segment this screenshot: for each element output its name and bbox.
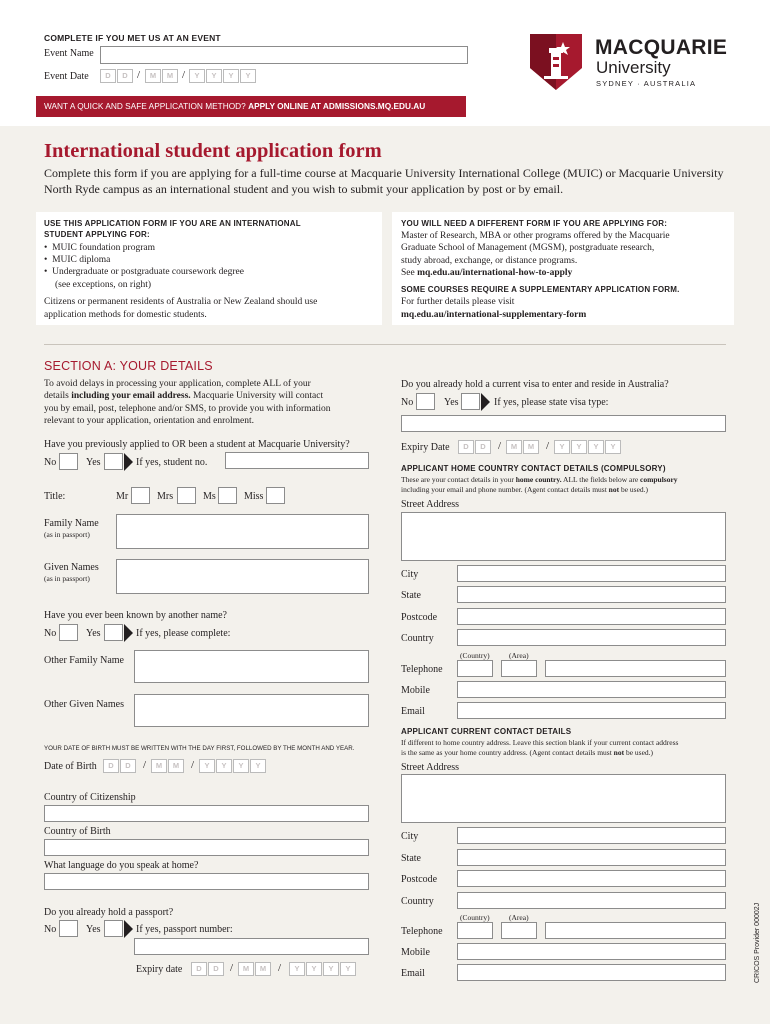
home-street-label: Street Address (401, 499, 460, 510)
right-info-text: Master of Research, MBA or other programs offered by the Macquarie Graduate School of Management (MGSM), postgraduate research, study abroad, exchange, or distance programs. See mq.edu.au/international-how-to-apply (401, 231, 670, 278)
other-name-if-label: If yes, please complete: (136, 628, 231, 639)
visa-expiry-label: Expiry Date (401, 442, 450, 453)
date-year-box[interactable]: Y (240, 69, 256, 83)
left-info-note: Citizens or permanent residents of Australia or New Zealand should use application methods for domestic students. (44, 297, 318, 320)
home-contact-heading: APPLICANT HOME COUNTRY CONTACT DETAILS (COMPULSORY) (401, 464, 666, 473)
list-item: • MUIC foundation program (44, 243, 155, 253)
other-family-name-label: Other Family Name (44, 655, 124, 666)
language-field[interactable] (44, 873, 369, 890)
date-year-box[interactable]: Y (289, 962, 305, 976)
arrow-right-icon (124, 453, 133, 471)
passport-expiry-label: Expiry date (136, 964, 183, 975)
date-separator: / (278, 962, 282, 974)
current-street-label: Street Address (401, 762, 460, 773)
student-no-label: If yes, student no. (136, 457, 208, 468)
visa-question: Do you already hold a current visa to enter and reside in Australia? (401, 379, 669, 390)
event-heading: COMPLETE IF YOU MET US AT AN EVENT (44, 33, 221, 43)
no-label: No (44, 924, 57, 935)
current-phone-country-code[interactable] (457, 922, 493, 939)
no-label: No (44, 457, 57, 468)
current-state-field[interactable] (457, 849, 726, 866)
left-info-heading-2: STUDENT APPLYING FOR: (44, 230, 150, 239)
other-given-names-label: Other Given Names (44, 699, 124, 710)
home-postcode-label: Postcode (401, 612, 438, 623)
date-year-box[interactable]: Y (199, 759, 215, 773)
date-day-box[interactable]: D (191, 962, 207, 976)
current-country-field[interactable] (457, 892, 726, 909)
home-email-field[interactable] (457, 702, 726, 719)
date-year-box[interactable]: Y (306, 962, 322, 976)
date-year-box[interactable]: Y (206, 69, 222, 83)
date-day-box[interactable]: D (120, 759, 136, 773)
date-separator: / (498, 440, 502, 452)
country-code-hint: (Country) (460, 651, 490, 660)
current-mobile-label: Mobile (401, 947, 430, 958)
visa-type-field[interactable] (401, 415, 726, 432)
home-telephone-label: Telephone (401, 664, 443, 675)
date-day-box[interactable]: D (208, 962, 224, 976)
previous-no-checkbox[interactable] (59, 453, 78, 470)
arrow-right-icon (124, 920, 133, 938)
citizenship-field[interactable] (44, 805, 369, 822)
date-day-box[interactable]: D (100, 69, 116, 83)
left-info-list (44, 242, 244, 291)
passport-number-field[interactable] (134, 938, 369, 955)
previous-student-question: Have you previously applied to OR been a student at Macquarie University? (44, 439, 350, 450)
other-name-yes-checkbox[interactable] (104, 624, 123, 641)
language-label: What language do you speak at home? (44, 860, 199, 871)
date-year-box[interactable]: Y (340, 962, 356, 976)
home-country-label: Country (401, 633, 434, 644)
date-separator: / (230, 962, 234, 974)
dob-label: Date of Birth (44, 761, 97, 772)
current-phone-number[interactable] (545, 922, 726, 939)
date-month-box[interactable]: M (151, 759, 167, 773)
date-year-box[interactable]: Y (588, 440, 604, 454)
banner-text: WANT A QUICK AND SAFE APPLICATION METHOD? (44, 101, 249, 111)
home-phone-country-code[interactable] (457, 660, 493, 677)
current-contact-note: If different to home country address. Leave this section blank if your current contact address is the same as your home country address. (Agent contact details must not be used.) (401, 738, 679, 757)
other-given-names-field[interactable] (134, 694, 369, 727)
date-year-box[interactable]: Y (323, 962, 339, 976)
event-date-label: Event Date (44, 71, 89, 82)
brand-name: MACQUARIE (595, 36, 728, 59)
current-email-label: Email (401, 968, 425, 979)
home-state-label: State (401, 590, 421, 601)
country-code-hint: (Country) (460, 913, 490, 922)
title-label: Title: (44, 491, 66, 502)
section-a-intro: To avoid delays in processing your application, complete ALL of your details including your email address. Macquarie University will contact you by email, post, telephone and/or SMS, to provide you with information relevant to your application, orientation and enrolment. (44, 379, 331, 427)
current-postcode-field[interactable] (457, 870, 726, 887)
passport-number-label: If yes, passport number: (136, 924, 233, 935)
date-separator: / (191, 759, 195, 771)
home-postcode-field[interactable] (457, 608, 726, 625)
date-year-box[interactable]: Y (233, 759, 249, 773)
current-city-field[interactable] (457, 827, 726, 844)
home-street-field[interactable] (401, 512, 726, 561)
event-name-field[interactable] (100, 46, 468, 64)
home-city-label: City (401, 569, 419, 580)
macquarie-crest-icon (530, 34, 582, 90)
right-info-further: For further details please visit mq.edu.au/international-supplementary-form (401, 297, 587, 320)
date-separator: / (137, 69, 141, 81)
yes-label: Yes (86, 457, 101, 468)
current-telephone-label: Telephone (401, 926, 443, 937)
given-names-field[interactable] (116, 559, 369, 594)
arrow-right-icon (481, 393, 490, 411)
title-miss-checkbox[interactable] (266, 487, 285, 504)
title-mr-label: Mr (116, 491, 129, 502)
current-email-field[interactable] (457, 964, 726, 981)
passport-hint: (as in passport) (44, 574, 90, 583)
current-state-label: State (401, 853, 421, 864)
list-note: (see exceptions, on right) (55, 279, 152, 290)
given-names-label: Given Names (44, 562, 99, 573)
divider (44, 344, 726, 345)
date-year-box[interactable]: Y (216, 759, 232, 773)
home-city-field[interactable] (457, 565, 726, 582)
date-day-box[interactable]: D (475, 440, 491, 454)
birth-country-label: Country of Birth (44, 826, 111, 837)
date-month-box[interactable]: M (255, 962, 271, 976)
date-year-box[interactable]: Y (605, 440, 621, 454)
brand-university: University (596, 58, 671, 77)
left-info-heading: USE THIS APPLICATION FORM IF YOU ARE AN INTERNATIONAL (44, 219, 301, 228)
date-month-box[interactable]: M (523, 440, 539, 454)
list-item: • MUIC diploma (44, 255, 111, 266)
date-separator: / (546, 440, 550, 452)
page-title: International student application form (44, 140, 382, 162)
date-day-box[interactable]: D (103, 759, 119, 773)
home-phone-area-code[interactable] (501, 660, 537, 677)
dob-note: YOUR DATE OF BIRTH MUST BE WRITTEN WITH THE DAY FIRST, FOLLOWED BY THE MONTH AND YEAR. (44, 745, 355, 752)
current-phone-area-code[interactable] (501, 922, 537, 939)
date-month-box[interactable]: M (168, 759, 184, 773)
title-mrs-checkbox[interactable] (177, 487, 196, 504)
title-miss-label: Miss (244, 491, 264, 502)
date-year-box[interactable]: Y (223, 69, 239, 83)
citizenship-label: Country of Citizenship (44, 792, 136, 803)
current-postcode-label: Postcode (401, 874, 438, 885)
date-year-box[interactable]: Y (189, 69, 205, 83)
visa-type-label: If yes, please state visa type: (494, 397, 609, 408)
how-to-apply-link[interactable]: mq.edu.au/international-how-to-apply (417, 267, 573, 278)
visa-no-checkbox[interactable] (416, 393, 435, 410)
passport-yes-checkbox[interactable] (104, 920, 123, 937)
date-separator: / (182, 69, 186, 81)
supplementary-form-link[interactable]: mq.edu.au/international-supplementary-form (401, 309, 587, 320)
area-code-hint: (Area) (509, 913, 529, 922)
date-year-box[interactable]: Y (571, 440, 587, 454)
home-country-field[interactable] (457, 629, 726, 646)
section-a-title: SECTION A: YOUR DETAILS (44, 359, 213, 373)
home-mobile-field[interactable] (457, 681, 726, 698)
student-number-field[interactable] (225, 452, 369, 469)
yes-label: Yes (86, 924, 101, 935)
current-city-label: City (401, 831, 419, 842)
area-code-hint: (Area) (509, 651, 529, 660)
list-item: • Undergraduate or postgraduate coursework degree (44, 267, 244, 278)
event-name-label: Event Name (44, 48, 94, 59)
home-email-label: Email (401, 706, 425, 717)
home-phone-number[interactable] (545, 660, 726, 677)
home-mobile-label: Mobile (401, 685, 430, 696)
date-month-box[interactable]: M (238, 962, 254, 976)
right-info-heading-2: SOME COURSES REQUIRE A SUPPLEMENTARY APPLICATION FORM. (401, 285, 680, 294)
other-name-no-checkbox[interactable] (59, 624, 78, 641)
date-year-box[interactable]: Y (250, 759, 266, 773)
home-contact-note: These are your contact details in your home country. ALL the fields below are compulsory including your email and phone number. (Agent contact details must not be used.) (401, 475, 678, 494)
previous-yes-checkbox[interactable] (104, 453, 123, 470)
birth-country-field[interactable] (44, 839, 369, 856)
title-ms-label: Ms (203, 491, 216, 502)
date-day-box[interactable]: D (117, 69, 133, 83)
arrow-right-icon (124, 624, 133, 642)
brand-location: SYDNEY · AUSTRALIA (596, 79, 697, 88)
passport-hint: (as in passport) (44, 530, 90, 539)
current-mobile-field[interactable] (457, 943, 726, 960)
banner-link[interactable]: APPLY ONLINE AT ADMISSIONS.MQ.EDU.AU (248, 101, 426, 111)
yes-label: Yes (444, 397, 459, 408)
passport-no-checkbox[interactable] (59, 920, 78, 937)
current-country-label: Country (401, 896, 434, 907)
date-separator: / (143, 759, 147, 771)
date-month-box[interactable]: M (162, 69, 178, 83)
title-mrs-label: Mrs (157, 491, 174, 502)
visa-yes-checkbox[interactable] (461, 393, 480, 410)
right-info-heading: YOU WILL NEED A DIFFERENT FORM IF YOU ARE APPLYING FOR: (401, 219, 668, 228)
other-name-question: Have you ever been known by another name? (44, 610, 227, 621)
apply-online-banner[interactable] (36, 96, 466, 117)
title-ms-checkbox[interactable] (218, 487, 237, 504)
family-name-label: Family Name (44, 518, 99, 529)
current-street-field[interactable] (401, 774, 726, 823)
other-family-name-field[interactable] (134, 650, 369, 683)
no-label: No (401, 397, 414, 408)
date-day-box[interactable]: D (458, 440, 474, 454)
date-year-box[interactable]: Y (554, 440, 570, 454)
family-name-field[interactable] (116, 514, 369, 549)
current-contact-heading: APPLICANT CURRENT CONTACT DETAILS (401, 727, 572, 736)
date-month-box[interactable]: M (506, 440, 522, 454)
yes-label: Yes (86, 628, 101, 639)
cricos-provider: CRICOS Provider 00002J (754, 902, 761, 983)
date-month-box[interactable]: M (145, 69, 161, 83)
passport-question: Do you already hold a passport? (44, 907, 174, 918)
title-mr-checkbox[interactable] (131, 487, 150, 504)
home-state-field[interactable] (457, 586, 726, 603)
intro-text: Complete this form if you are applying for a full-time course at Macquarie University International College (MUIC) or Macquarie University North Ryde campus as an international student and you wish to submit your application by post or by email. (44, 166, 724, 196)
no-label: No (44, 628, 57, 639)
